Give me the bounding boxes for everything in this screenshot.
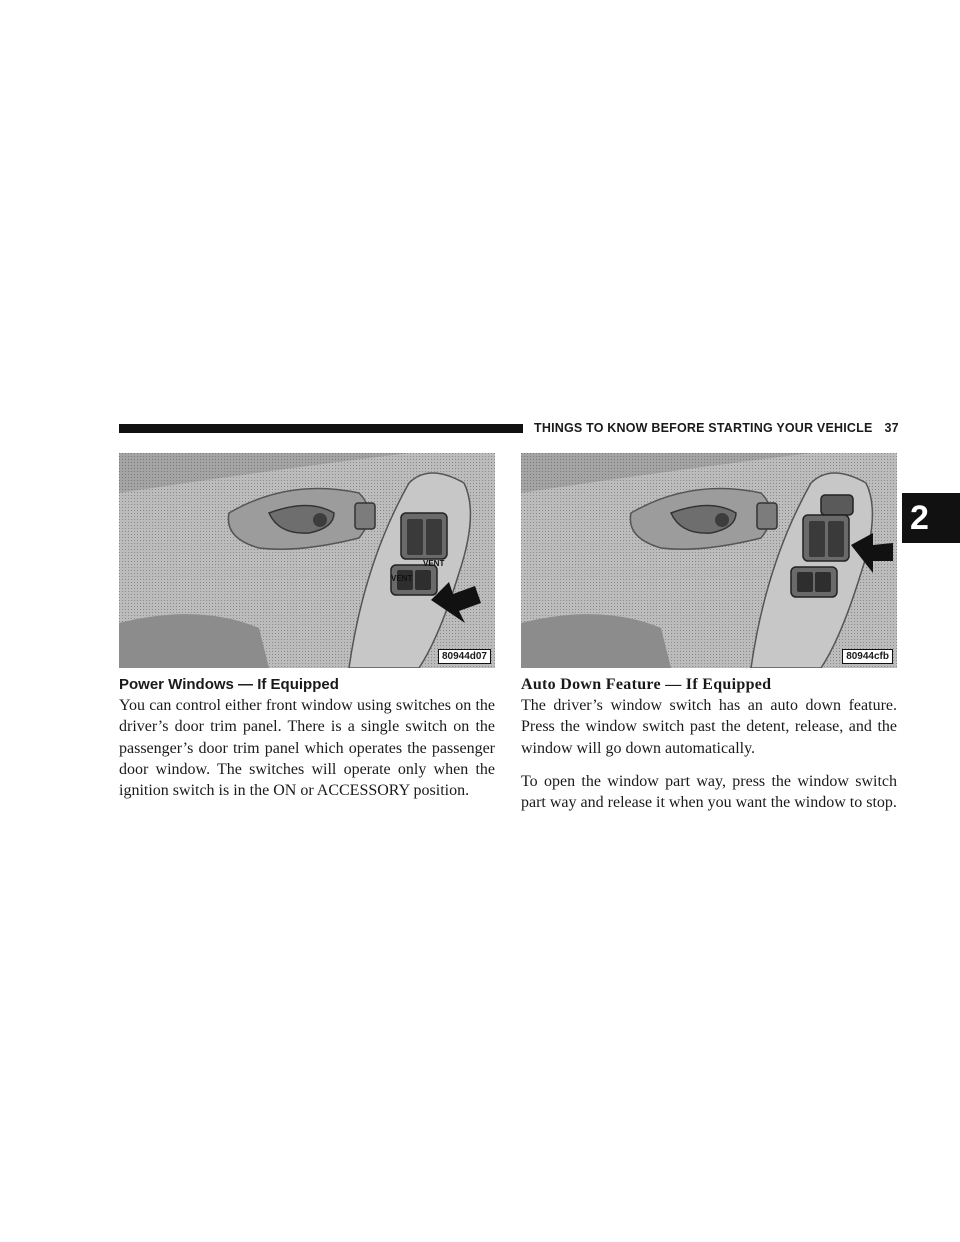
chapter-tab: 2 — [902, 493, 960, 543]
section-body-paragraph-1: The driver’s window switch has an auto down feature. Press the window switch past the detent, release, and the window will go down automatically. — [521, 697, 897, 757]
vent-label-upper: VENT — [423, 559, 445, 568]
running-header-title: THINGS TO KNOW BEFORE STARTING YOUR VEHICLE — [534, 421, 873, 435]
section-heading: Power Windows — If Equipped — [119, 676, 339, 693]
door-panel-illustration-auto-down — [521, 453, 897, 668]
figure-door-panel-vent-switches — [119, 453, 495, 668]
header-rule — [119, 424, 523, 433]
section-power-windows — [119, 675, 495, 801]
page-number: 37 — [884, 421, 899, 435]
section-heading: Auto Down Feature — If Equipped — [521, 676, 772, 693]
figure-code: 80944cfb — [842, 649, 893, 664]
section-auto-down — [521, 675, 897, 813]
vent-label-lower: VENT — [391, 574, 413, 583]
figure-door-panel-window-switches — [521, 453, 897, 668]
running-header — [534, 421, 899, 435]
door-panel-illustration — [119, 453, 495, 668]
section-body-paragraph-2: To open the window part way, press the window switch part way and release it when you want the window to stop. — [521, 772, 897, 812]
section-body: You can control either front window using switches on the driver’s door trim panel. There is a single switch on the passenger’s door trim panel which operates the passenger door window. The switches will operate only when the ignition switch is in the ON or ACCESSORY position. — [119, 697, 495, 800]
figure-code: 80944d07 — [438, 649, 491, 664]
